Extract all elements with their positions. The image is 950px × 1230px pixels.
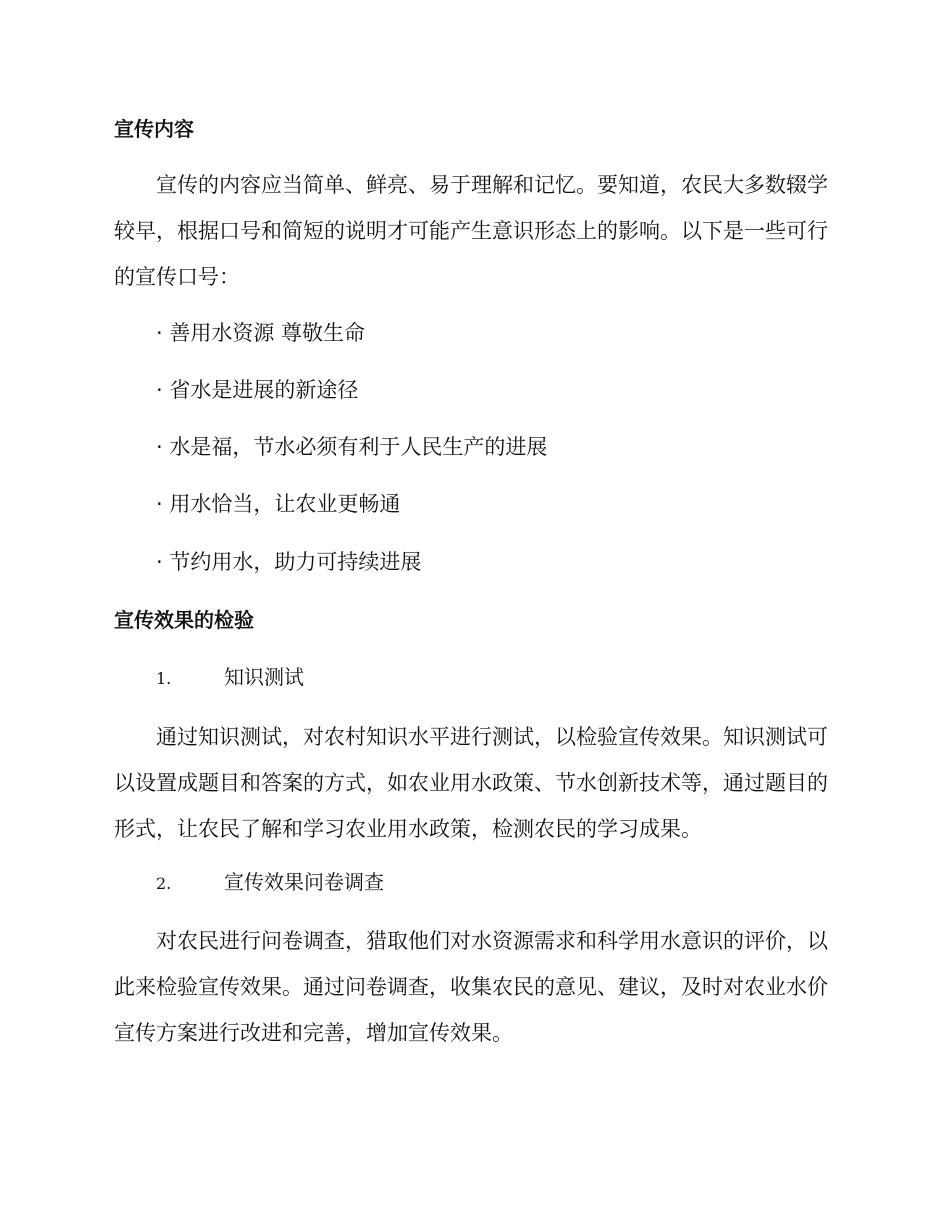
slogan-item: · 省水是进展的新途径	[156, 378, 359, 402]
knowledge-test-paragraph: 通过知识测试，对农村知识水平进行测试，以检验宣传效果。知识测试可以设置成题目和答案的方式，如农业用水政策、节水创新技术等，通过题目的形式，让农民了解和学习农业用水政策，检测农民的学习成果。	[114, 725, 828, 841]
slogan-item: · 节约用水，助力可持续进展	[156, 550, 422, 574]
intro-paragraph: 宣传的内容应当简单、鲜亮、易于理解和记忆。要知道，农民大多数辍学较早，根据口号和简短的说明才可能产生意识形态上的影响。以下是一些可行的宣传口号：	[114, 173, 828, 289]
item-title: 知识测试	[224, 665, 304, 689]
slogan-item: · 水是福，节水必须有利于人民生产的进展	[156, 435, 548, 459]
numbered-item-2	[114, 867, 874, 899]
item-number: 2.	[156, 874, 172, 893]
numbered-item-1	[114, 662, 874, 694]
slogan-item: · 善用水资源 尊敬生命	[156, 321, 366, 345]
survey-paragraph: 对农民进行问卷调查，猎取他们对水资源需求和科学用水意识的评价，以此来检验宣传效果。通过问卷调查，收集农民的意见、建议，及时对农业水价宣传方案进行改进和完善，增加宣传效果。	[114, 929, 828, 1045]
slogan-item: · 用水恰当，让农业更畅通	[156, 492, 401, 516]
section-heading-content: 宣传内容	[114, 117, 194, 141]
section-heading-evaluation: 宣传效果的检验	[114, 608, 254, 632]
item-number: 1.	[156, 669, 172, 688]
item-title: 宣传效果问卷调查	[224, 870, 384, 894]
